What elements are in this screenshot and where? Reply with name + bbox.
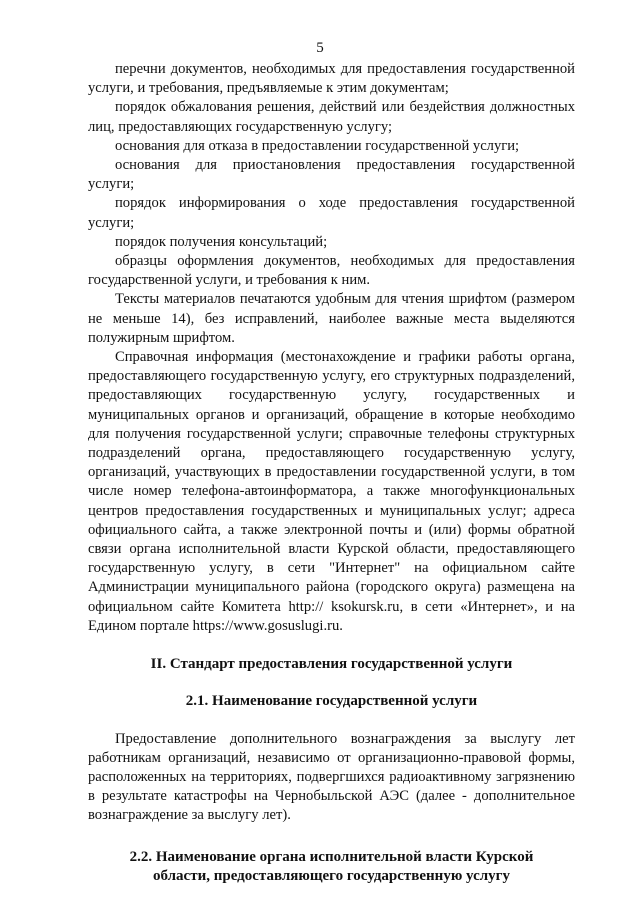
document-body [88, 60, 575, 886]
list-item: порядок обжалования решения, действий или бездействия должностных лиц, предоставляющих государственную услугу; [88, 99, 575, 135]
list-item: перечни документов, необходимых для предоставления государственной услуги, и требования, предъявляемые к этим документам; [88, 61, 575, 97]
list-item: основания для приостановления предоставления государственной услуги; [88, 157, 575, 193]
list-item: образцы оформления документов, необходимых для предоставления государственной услуги, и требования к ним. [88, 253, 575, 289]
reference-information-paragraph: Справочная информация (местонахождение и графики работы органа, предоставляющего государственную услугу, его структурных подразделений, предоставляющих государственную услугу, государственных и муниципальных органов и организаций, обращение в которые необходимо для получения государственной услуги; справочные телефоны структурных подразделений органа, предоставляющего государственную услугу, организаций, участвующих в предоставлении государственной услуги, в том числе номер телефона-автоинформатора, а также многофункциональных центров предоставления государственных и муниципальных услуг; адреса официального сайта, а также электронной почты и (или) формы обратной связи органа исполнительной власти Курской области, предоставляющего государственную услугу, в сети "Интернет" на официальном сайте Администрации муниципального района (городского округа) размещена на официальном сайте Комитета http:// ksokursk.ru, в сети «Интернет», и на Едином портале https://www.gosuslugi.ru. [88, 349, 575, 634]
font-requirements-paragraph: Тексты материалов печатаются удобным для чтения шрифтом (размером не меньше 14), без исправлений, наиболее важные места выделяются полужирным шрифтом. [88, 291, 575, 346]
section-title: II. Стандарт предоставления государственной услуги [150, 656, 513, 673]
subsection-title: 2.1. Наименование государственной услуги [185, 693, 478, 710]
service-name-paragraph: Предоставление дополнительного вознаграждения за выслугу лет работникам организаций, независимо от организационно-правовой формы, расположенных на территориях, подвергшихся радиоактивному загрязнению в результате катастрофы на Чернобыльской АЭС (далее - дополнительное вознаграждение за выслугу лет). [88, 730, 575, 824]
subsection-title-line: области, предоставляющего государственную услугу [153, 867, 510, 884]
page-number: 5 [316, 40, 324, 56]
list-item: основания для отказа в предоставлении государственной услуги; [115, 137, 520, 154]
list-item: порядок информирования о ходе предоставления государственной услуги; [88, 195, 575, 231]
list-item: порядок получения консультаций; [115, 233, 328, 250]
subsection-title-line: 2.2. Наименование органа исполнительной власти Курской [129, 848, 534, 865]
